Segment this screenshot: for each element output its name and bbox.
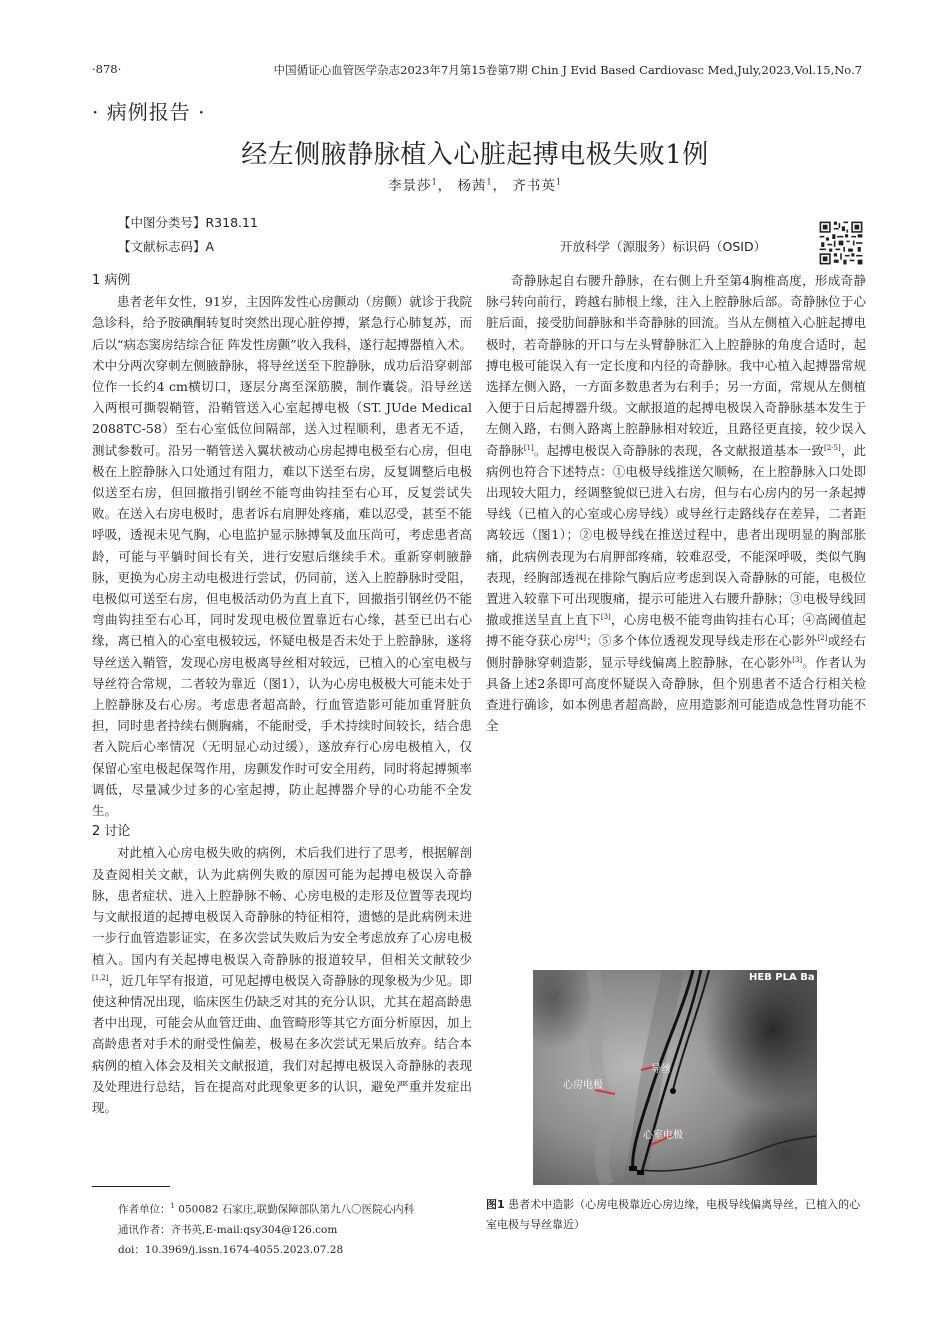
author-name: 李景莎 (388, 178, 432, 194)
caption-label: 图1 (486, 1198, 505, 1211)
figure-caption (486, 1195, 866, 1235)
right-column (486, 270, 866, 736)
osid-label: 开放科学（源服务）标识码（OSID） (560, 239, 767, 254)
case-paragraph: 患者老年女性，91岁，主因阵发性心房颤动（房颤）就诊于我院急诊科，给予胺碘酮转复时突然出现心脏停搏，紧急行心肺复苏，而后以“病态窦房结综合征 阵发性房颤”收入我科，遂行起搏器植入术。术中分两次穿刺左侧腋静脉，将导丝送至下腔静脉，成功后沿穿刺部位作一长约4 cm横切口，逐层分离至深筋膜，制作囊袋。沿导丝送入两根可撕裂鞘管，沿鞘管送入心室起搏电极（ST. JUde Medical 2088TC-58）至右心室低位间隔部，送入过程顺利，患者无不适，测试参数可。沿另一鞘管送入翼状被动心房起搏电极至右心房，但电极在上腔静脉入口处通过有阻力，难以下送至右房，反复调整后电极似送至右房，但回撤指引钢丝不能弯曲钩挂至右心耳，反复尝试失败。在送入右房电极时，患者诉右肩胛处疼痛，难以忍受，甚至不能呼吸，透视未见气胸，心电监护显示脉搏氧及血压尚可，考虑患者高龄，可能与平躺时间长有关，进行安慰后继续手术。重新穿刺腋静脉，更换为心房主动电极进行尝试，仍同前，送入上腔静脉时受阻，电极似可送至右房，但电极活动仍为直上直下，回撤指引钢丝仍不能弯曲钩挂至右心耳，同时发现电极位置靠近右心缘，甚至已出右心缘，离已植入的心室电极较远，怀疑电极是否未处于上腔静脉，遂将导丝送入鞘管，发现心房电极离导丝相对较远，已植入的心室电极与导丝符合常规，二者较为靠近（图1），认为心房电极极大可能未处于上腔静脉及右心房。考虑患者超高龄，行血管造影可能加重肾脏负担，同时患者持续右侧胸痛，不能耐受，手术持续时间较长，结合患者入院后心率情况（无明显心动过缓），遂放弃行心房电极植入，仅保留心室电极起保驾作用，房颤发作时可安全用药，同时将起搏频率调低，尽量减少过多的心室起搏，防止起搏器介导的心功能不全发生。 (92, 294, 472, 819)
section-heading-case: 1 病例 (92, 273, 131, 288)
author-list: 李景莎$^1$， 杨茜$^1$， 齐书英$^1$ (388, 177, 562, 194)
label-atrial-lead: 心房电极 (563, 1080, 603, 1091)
doi-note[interactable]: doi：10.3969/j.issn.1674-4055.2023.07.28 (118, 1243, 344, 1256)
anatomy-paragraph: 奇静脉起自右腰升静脉，在右侧上升至第4胸椎高度，形成奇静脉弓转向前行，跨越右肺根上缘，注入上腔静脉后部。奇静脉位于心脏后面，接受肋间静脉和半奇静脉的回流。当从左侧植入心脏起搏电极时，若奇静脉的开口与左头臂静脉汇入上腔静脉的角度合适时，起搏电极可能误入有一定长度和内径的奇静脉。我中心植入起搏器常规选择左侧入路，一方面多数患者为右利手；另一方面，常规从左侧植入便于日后起搏器升级。文献报道的起搏电极误入奇静脉基本发生于左侧入路，右侧入路离上腔静脉相对较近，且路径更直接，较少误入奇静脉[1]。起搏电极误入奇静脉的表现，各文献报道基本一致[2-5]，此病例也符合下述特点：①电极导线推送欠顺畅，在上腔静脉入口处即出现较大阻力，经调整貌似已进入右房，但与右心房内的另一条起搏导线（已植入的心室或心房导线）或导丝行走路线存在差异，二者距离较远（图1）；②电极导线在推送过程中，患者出现明显的胸部胀痛，此病例表现为右肩胛部疼痛，较难忍受，不能深呼吸，类似气胸表现，经胸部透视在排除气胸后应考虑到误入奇静脉的可能，电极位置进入较靠下可出现腹痛，提示可能进入右腰升静脉；③电极导线回撤或推送呈直上直下[3]，心房电极不能弯曲钩挂右心耳；④高阈值起搏不能夺获心房[4]；⑤多个体位透视发现导线走形在心影外[2]或经右侧肘静脉穿刺造影，显示导线偏离上腔静脉，在心影外[3]。作者认为具备上述2条即可高度怀疑误入奇静脉，但个别患者不适合行相关检查进行确诊，如本例患者超高龄，应用造影剂可能造成急性肾功能不全 (486, 273, 866, 734)
qr-code-icon[interactable] (818, 220, 864, 266)
citation[interactable]: [1,2] (92, 973, 109, 982)
affiliation-note: 作者单位：$^1$ 050082 石家庄,联勤保障部队第九八〇医院心内科 (118, 1202, 415, 1216)
fluoroscopy-image (533, 970, 817, 1185)
citation[interactable]: [4] (576, 634, 586, 643)
footnote-divider (92, 1186, 170, 1187)
section-heading-discussion: 2 讨论 (92, 824, 131, 840)
label-ventricular-lead: 心室电极 (643, 1130, 683, 1141)
xray-drawing (533, 970, 817, 1185)
author-affiliation: 1 (486, 177, 493, 187)
watermark-text: HEB PLA Ba (749, 972, 815, 983)
section-tag: · 病例报告 · (92, 100, 206, 124)
author-affiliation: 1 (431, 177, 438, 187)
citation[interactable]: [3] (792, 655, 803, 664)
citation[interactable]: [1] (523, 443, 534, 452)
label-guidewire: 导丝 (651, 1064, 671, 1075)
document-code: 【文献标志码】A (118, 239, 215, 254)
author-name: 齐书英 (512, 178, 556, 194)
citation[interactable]: [2] (817, 634, 828, 643)
journal-citation: 中国循证心血管医学杂志2023年7月第15卷第7期 Chin J Evid Based Cardiovasc Med,July,2023,Vol.15,No.7 (273, 63, 862, 77)
discussion-paragraph-cont: ，近几年罕有报道，可见起搏电极误入奇静脉的现象极为少见。即使这种情况出现，临床医生仍缺乏对其的充分认识，尤其在超高龄患者中出现，可能会从血管迂曲、血管畸形等其它方面分析原因，加上高龄患者对手术的耐受性偏差，极易在多次尝试无果后放弃。结合本病例的植入体会及相关文献报道，我们对起搏电极误入奇静脉的表现及处理进行总结，旨在提高对此现象更多的认识，避免严重并发症出现。 (92, 972, 472, 1115)
author-name: 杨茜 (457, 178, 487, 194)
caption-text: 患者术中造影（心房电极靠近心房边缘，电极导线偏离导丝，已植入的心室电极与导丝靠近） (486, 1198, 861, 1231)
left-column (92, 270, 472, 1118)
citation[interactable]: [3] (600, 613, 611, 622)
citation[interactable]: [2-5] (824, 443, 841, 452)
footnotes (118, 1196, 478, 1260)
discussion-paragraph: 对此植入心房电极失败的病例，术后我们进行了思考，根据解剖及查阅相关文献，认为此病例失败的原因可能为起搏电极误入奇静脉，患者症状、进入上腔静脉不畅、心房电极的走形及位置等表现均与文献报道的起搏电极误入奇静脉的特征相符，遗憾的是此病例未进一步行血管造影证实，在多次尝试失败后为安全考虑放弃了心房电极植入。国内有关起搏电极误入奇静脉的报道较早，但相关文献较少[1,2]，近几年罕有报道，可见起搏电极误入奇静脉的现象极为少见。即使这种情况出现，临床医生仍缺乏对其的充分认识，尤其在超高龄患者中出现，可能会从血管迂曲、血管畸形等其它方面分析原因，加上高龄患者对手术的耐受性偏差，极易在多次尝试无果后放弃。结合本病例的植入体会及相关文献报道，我们对起搏电极误入奇静脉的表现及处理进行总结，旨在提高对此现象更多的认识，避免严重并发症出现。 (92, 845, 472, 1115)
corresponding-author-note: 通讯作者：齐书英,E-mail:qsy304@126.com (118, 1223, 338, 1236)
clc-number: 【中图分类号】R318.11 (118, 215, 258, 230)
page-number: ·878· (92, 62, 122, 76)
author-affiliation: 1 (555, 177, 562, 187)
article-title: 经左侧腋静脉植入心脏起搏电极失败1例 (241, 140, 709, 170)
